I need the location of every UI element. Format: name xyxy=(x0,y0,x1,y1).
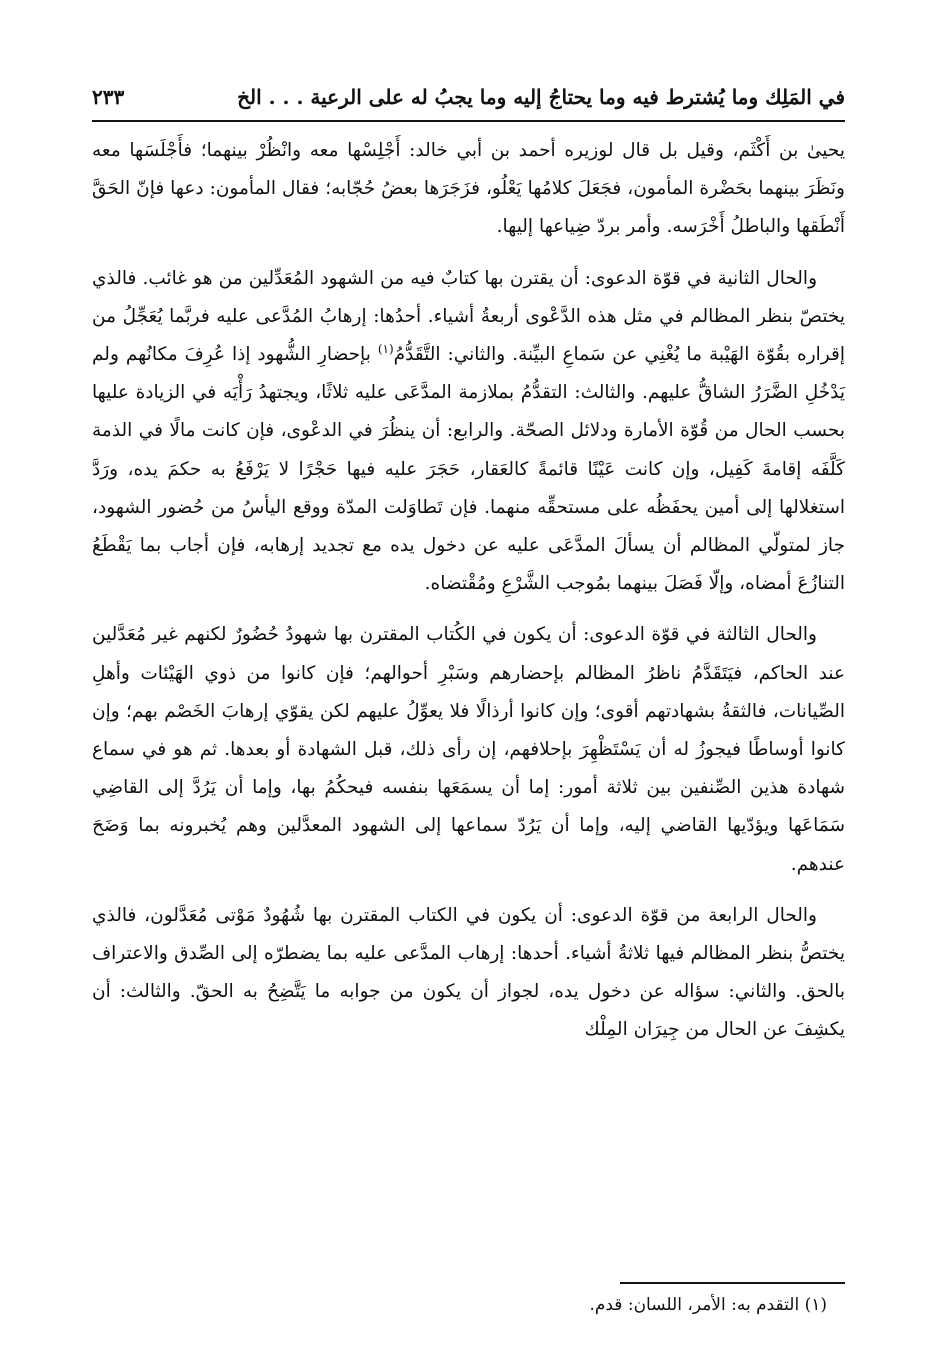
header-rule xyxy=(92,120,845,122)
main-text xyxy=(92,132,845,1063)
running-head xyxy=(92,82,845,112)
paragraph: والحال الثالثة في قوّة الدعوى: أن يكون في الكُتاب المقترن بها شهودُ حُضُورٌ لكنهم غير مُعَدَّلين عند الحاكم، فيَتَقَدَّمُ ناظرُ المظالم بإحضارهم وسَبْرِ أحوالهم؛ فإن كانوا من ذوي الهَيْئات وأهلِ الصِّيانات، فالثقةُ بشهادتهم أقوى؛ وإن كانوا أرذالًا فلا يعوِّلُ عليهم لكن يقوّي إرهابَ الخَصْم بهم؛ وإن كانوا أوساطًا فيجوزُ له أن يَسْتَظْهِرَ بإحلافهم، إن رأى ذلك، قبل الشهادة أو بعدها. ثم هو في سماع شهادة هذين الصِّنفين بين ثلاثة أمور: إما أن يسمَعَها بنفسه فيحكُمُ بها، وإما أن يَرُدَّ إلى القاضِي سَمَاعَها ويؤدّيها القاضي إليه، وإما أن يَرُدّ سماعها إلى الشهود المعدَّلين وهم يُخبرونه بما وَضَحَ عندهم. xyxy=(92,624,845,875)
paragraph: يحيىٰ بن أَكْثَم، وقيل بل قال لوزيره أحمد بن أبي خالد: أَجْلِسْها معه وانْظُرْ بينهما؛ فأَجْلَسَها معه ونَظَرَ بينهما بحَضْرة المأمون، فجَعَلَ كلامُها يَعْلُو، فزَجَرَها بعضُ حُجّابه؛ فقال المأمون: دعها فإنّ الحَقَّ أَنْطَقها والباطلُ أَخْرَسه. وأمر بردّ ضِياعها إليها. xyxy=(92,140,845,238)
footnote-reference[interactable]: (١) xyxy=(377,341,394,356)
paragraph-text-continued: بإحضارِ الشُّهود إذا عُرِفَ مكانُهم ولم يَدْخُلِ الضَّرَرُ الشاقُّ عليهم. والثالث: التقدُّمُ بملازمة المدَّعَى عليه ثلاثًا، ويجتهدُ رَأْيَه في الزيادة عليها بحسب الحال من قُوّة الأمارة ودلائل الصحّة. والرابع: أن ينظُرَ في الدعْوى، فإن كانت مالًا في الذمة كَلَّفَه إقامةَ كَفِيل، وإن كانت عَيْنًا قائمةً كالعَقار، حَجَرَ عليه فيها حَجْرًا لا يَرْفَعُ به حكمَ يده، ورَدَّ استغلالها إلى أمين يحفَظُه على مستحقِّه منهما. فإن تَطاوَلت المدّة ووقع اليأسُ من حُضور الشهود، جاز لمتولّي المظالم أن يسألَ المدَّعَى عليه عن دخول يده مع تجديد إرهابه، فإن أجاب بما يَقْطَعُ التنازُعَ أمضاه، وإلّا فَصَلَ بينهما بمُوجب الشَّرْعِ ومُقْتضاه. xyxy=(92,344,845,595)
footnote: (١) التقدم به: الأمر، اللسان: قدم. xyxy=(589,1295,827,1315)
page-number: ٢٣٣ xyxy=(92,85,125,109)
chapter-title: في المَلِك وما يُشترط فيه وما يحتاجُ إليه وما يجبُ له على الرعية . . . الخ xyxy=(237,85,845,109)
paragraph: والحال الرابعة من قوّة الدعوى: أن يكون في الكتاب المقترن بها شُهُودٌ مَوْتى مُعَدَّلون، فالذي يختصُّ بنظر المظالم فيها ثلاثةُ أشياء. أحدها: إرهاب المدَّعى عليه بما يضطرّه إلى الصِّدق والاعتراف بالحق. والثاني: سؤاله عن دخول يده، لجواز أن يكون من جوابه ما يَتَّضِحُ به الحقّ. والثالث: أن يكشِفَ عن الحال من جِيرَان المِلْك xyxy=(92,904,845,1041)
footnote-rule xyxy=(620,1282,845,1284)
paragraph-text: والحال الثانية في قوّة الدعوى: أن يقترن بها كتابٌ فيه من الشهود المُعَدِّلين من هو غائب. فالذي يختصّ بنظر المظالم في مثل هذه الدَّعْوى أربعةُ أشياء. أحدُها: إرهابُ المُدَّعى عليه فربَّما يُعَجِّلُ من إقراره بقُوّة الهَيْبة ما يُغْنِي عن سَماعِ البيِّنة. والثاني: التَّقَدُّمُ xyxy=(92,267,845,366)
paragraph xyxy=(92,260,845,604)
